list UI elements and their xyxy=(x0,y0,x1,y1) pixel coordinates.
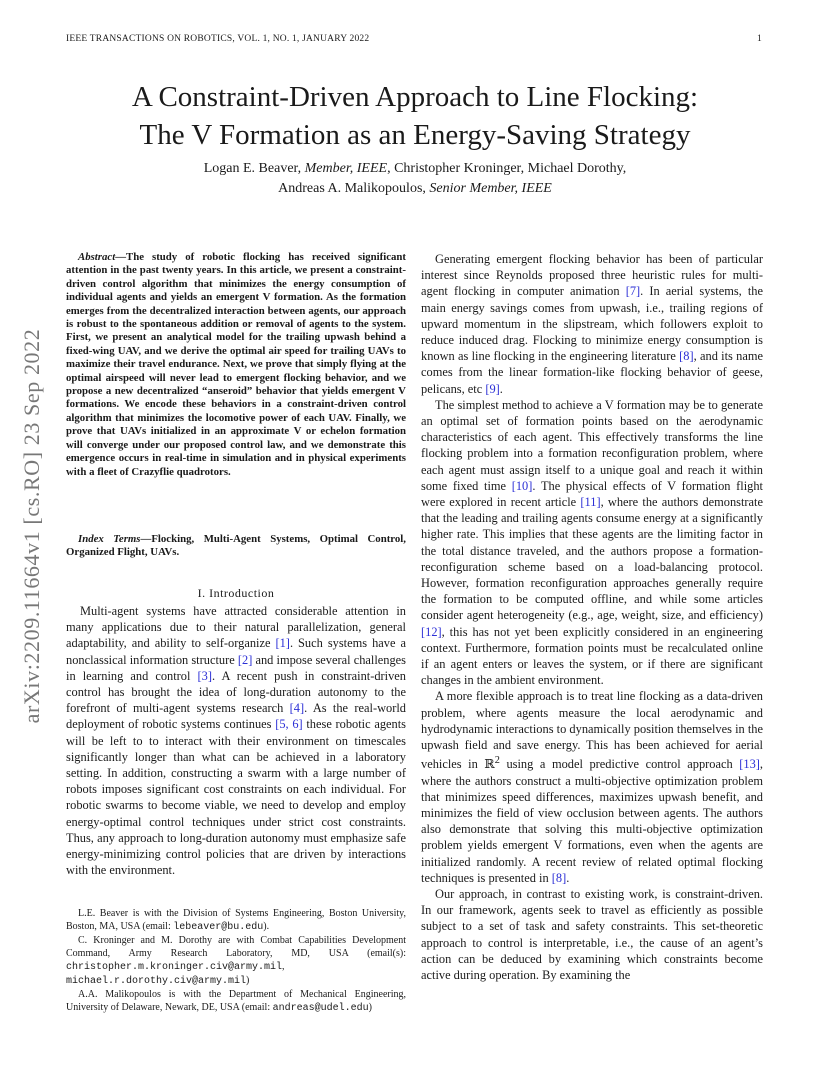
math-r2: ℝ$^2$ xyxy=(484,755,500,772)
citation-link[interactable]: [1] xyxy=(275,636,290,651)
footnote-beaver: L.E. Beaver is with the Division of Systems Engineering, Boston University, Boston, MA, USA (email: lebeaver@bu.edu). xyxy=(66,908,406,933)
index-terms-text: —Flocking, Multi-Agent Systems, Optimal Control, Organized Flight, UAVs. xyxy=(66,533,406,559)
abstract-label: Abstract xyxy=(78,251,116,263)
arxiv-stamp xyxy=(17,289,47,763)
abstract xyxy=(66,251,406,479)
intro-right-column xyxy=(421,251,763,983)
paragraph: Our approach, in contrast to existing work, is constraint-driven. In our framework, agents seek to travel as efficiently as possible subject to a set of task and safety constraints. This set-theoretic approach to control is interpretable, i.e., the cause of an agent’s action can be deduced by examining which constraints become active during operation. By examining the xyxy=(421,887,763,983)
footnotes xyxy=(66,907,406,1015)
paper-title xyxy=(40,78,790,154)
arxiv-stamp-text: arXiv:2209.11664v1 [cs.RO] 23 Sep 2022 xyxy=(19,328,44,724)
page-number: 1 xyxy=(757,34,762,44)
author-malikopoulos-role: Senior Member, IEEE xyxy=(429,181,552,196)
citation-link[interactable]: [12] xyxy=(421,624,442,639)
author-kroninger-dorothy: , Christopher Kroninger, Michael Dorothy, xyxy=(387,161,627,176)
citation-link[interactable]: [4] xyxy=(289,701,305,716)
paragraph: A more flexible approach is to treat line flocking as a data-driven problem, where agents measure the local aerodynamic and hydrodynamic interactions to dynamically position themselves in the upwash field and save energy. This has been achieved for aerial vehicles in ℝ$^2$ using a model predictive control approach [13], where the authors construct a multi-objective optimization problem that minimizes speed differences, maximizes upwash benefit, and minimizes the field of view occlusion between agents. The authors also demonstrate that solving this multi-objective optimization problem yields emergent V formations, even when the agents are initialized randomly. A recent review of related optimal flocking techniques is presented in [8]. xyxy=(421,689,764,885)
author-line-1 xyxy=(40,159,790,179)
paragraph: The simplest method to achieve a V formation may be to generate an optimal set of formation points based on the aerodynamic characteristics of each agent. This effectively transforms the line flocking problem into a formation reconfiguration problem, where each agent must assign itself to a unique goal and reach it within some fixed time [10]. The physical effects of V formation flight were explored in recent article [11], where the authors demonstrate that the leading and trailing agents consume energy at a significantly higher rate. This implies that these agents are the limiting factor in the total distance traveled, and the authors propose a formation-reconfiguration scheme based on a load-balancing protocol. However, formation reconfiguration approaches generally require the formation to be computed offline, and while some articles consider agent heterogeneity (e.g., age, weight, size, and efficiency) [12], this has not yet been explicitly considered in an engineering context. Furthermore, formation points must be recalculated online if an agent enters or leaves the system, or if there are significant changes in the ambient environment. xyxy=(421,397,763,688)
email-kroninger[interactable]: christopher.m.kroninger.civ@army.mil xyxy=(66,962,283,973)
abstract-text: —The study of robotic flocking has received significant attention in the past twenty years. In this article, we present a constraint-driven control algorithm that minimizes the energy consumption of individual agents and yields an emergent V formation. As the formation emerges from the decentralized interaction between agents, our approach is robust to the spontaneous addition or removal of agents to the system. First, we present an analytical model for the trailing upwash behind a fixed-wing UAV, and we derive the optimal air speed for trailing UAVs to maximize their travel endurance. Next, we prove that simply flying at the optimal airspeed will never lead to emergent flocking behavior, and we propose a new decentralized “anseroid” behavior that yields emergent V formations. We encode these behaviors in a constraint-driven control algorithm that minimizes the locomotive power of each UAV. Finally, we prove that UAVs initialized in an approximate V or echelon formation will converge under our proposed control law, and we demonstrate this emergence occurs in real-time in simulation and in physical experiments with a fleet of Crazyflie quadrotors. xyxy=(66,251,406,478)
footnote-malikopoulos: A.A. Malikopoulos is with the Department of Mechanical Engineering, University of Delaware, Newark, DE, USA (email: andreas@udel.edu) xyxy=(66,989,406,1014)
author-malikopoulos: Andreas A. Malikopoulos, xyxy=(278,181,426,196)
author-list xyxy=(40,159,790,199)
citation-link[interactable]: [10] xyxy=(511,478,533,493)
citation-link[interactable]: [8] xyxy=(551,870,567,885)
title-line-1: A Constraint-Driven Approach to Line Flocking: xyxy=(131,81,699,113)
intro-left-column xyxy=(66,603,406,878)
author-beaver-role: Member, IEEE xyxy=(304,161,388,176)
index-terms-label: Index Terms xyxy=(78,533,141,545)
citation-link[interactable]: [5, 6] xyxy=(275,717,303,732)
author-beaver: Logan E. Beaver, xyxy=(203,161,302,176)
citation-link[interactable]: [2] xyxy=(237,652,253,667)
running-head: IEEE TRANSACTIONS ON ROBOTICS, VOL. 1, NO. 1, JANUARY 2022 xyxy=(66,34,370,44)
section-heading-introduction: I. Introduction xyxy=(197,586,275,600)
citation-link[interactable]: [7] xyxy=(625,284,641,299)
index-terms xyxy=(66,533,406,560)
footnote-kroninger-dorothy: C. Kroninger and M. Dorothy are with Combat Capabilities Development Command, Army Research Laboratory, MD, USA (email(s): christopher.m.kroninger.civ@army.mil, michael.r.dorothy.civ@army.mil) xyxy=(66,935,406,987)
email-beaver[interactable]: lebeaver@bu.edu xyxy=(173,922,264,933)
paragraph: Multi-agent systems have attracted considerable attention in many applications due to their natural parallelization, general adaptability, and ability to self-organize [1]. Such systems have a nonclassical information structure [2] and impose several challenges in learning and control [3]. A recent push in constraint-driven control has brought the idea of long-duration autonomy to the forefront of multi-agent systems research [4]. As the real-world deployment of robotic systems continues [5, 6] these robotic agents will be left to to interact with their environment on timescales significantly longer than what can be achieved in a laboratory setting. In addition, constructing a swarm with a large number of robots imposes significant cost constraints on each individual. For robotic swarms to become viable, we need to develop and employ energy-optimal control techniques under strict cost constraints. Thus, any approach to long-duration autonomy must emphasize safe energy-minimizing control policies that are driven by interactions with the environment. xyxy=(66,604,407,878)
title-line-2: The V Formation as an Energy-Saving Strategy xyxy=(139,119,691,151)
citation-link[interactable]: [13] xyxy=(739,757,760,772)
citation-link[interactable]: [11] xyxy=(580,495,601,510)
email-dorothy[interactable]: michael.r.dorothy.civ@army.mil xyxy=(66,976,247,987)
citation-link[interactable]: [3] xyxy=(197,668,212,683)
email-malikopoulos[interactable]: andreas@udel.edu xyxy=(272,1003,369,1014)
author-line-2 xyxy=(40,179,790,199)
citation-link[interactable]: [8] xyxy=(679,349,694,364)
paragraph: Generating emergent flocking behavior has been of particular interest since Reynolds proposed three heuristic rules for multi-agent flocking in computer animation [7]. In aerial systems, the main energy savings comes from upwash, i.e., trailing regions of upward momentum in the slipstream, which followers exploit to reduce induced drag. Flocking to minimize energy consumption is known as line flocking in the engineering literature [8], and its name comes from the linear formation-like flocking behavior of geese, pelicans, etc [9]. xyxy=(421,252,764,396)
citation-link[interactable]: [9] xyxy=(485,381,500,396)
